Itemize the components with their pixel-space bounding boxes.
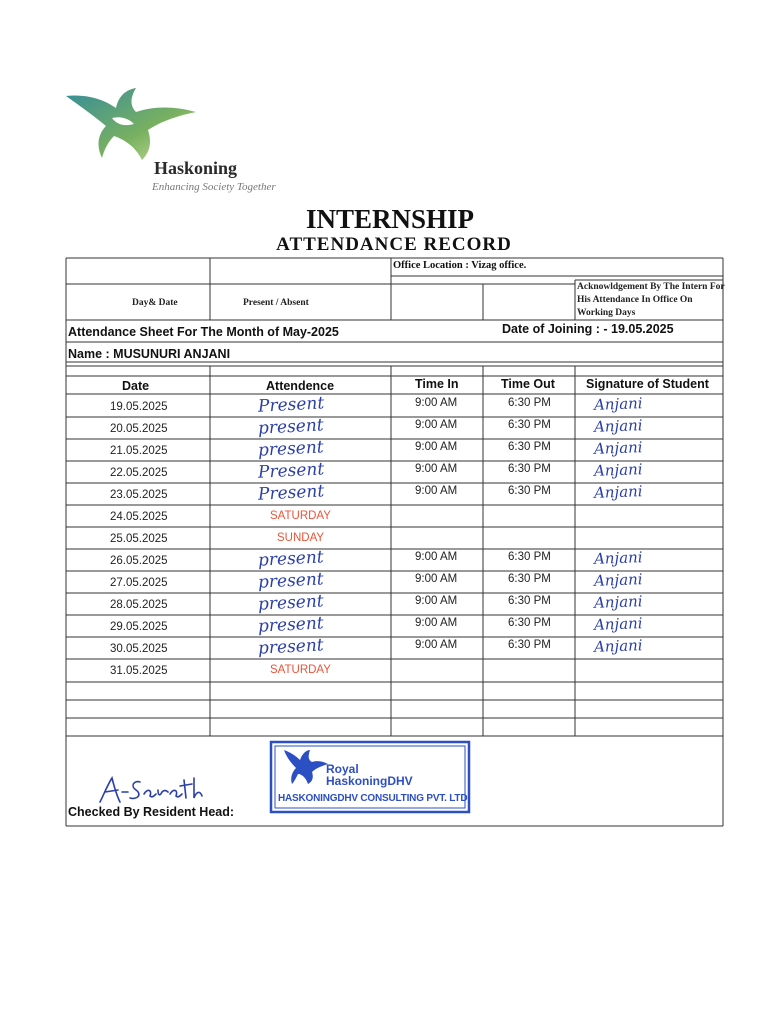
- row-date: 23.05.2025: [110, 489, 168, 501]
- row-time-in: 9:00 AM: [415, 463, 458, 475]
- stamp-line-haskoning: HaskoningDHV: [326, 774, 413, 788]
- checked-by-label: Checked By Resident Head:: [68, 805, 235, 819]
- row-date: 24.05.2025: [110, 511, 168, 523]
- day-date-label: Day& Date: [132, 298, 178, 308]
- row-student-signature: Anjani: [593, 460, 643, 480]
- row-student-signature: Anjani: [593, 394, 643, 414]
- row-date: 30.05.2025: [110, 643, 168, 655]
- row-time-out: 6:30 PM: [508, 595, 551, 607]
- stamp-logo-icon: [284, 750, 328, 784]
- acknowledgement-text: Acknowldgement By The Intern For His Attendance In Office On Working Days: [577, 282, 725, 318]
- row-time-in: 9:00 AM: [415, 639, 458, 651]
- resident-head-signature: [96, 768, 206, 810]
- row-date: 22.05.2025: [110, 467, 168, 479]
- office-location: Office Location : Vizag office.: [393, 260, 527, 271]
- company-stamp: [268, 740, 472, 814]
- stamp-line-royal: Royal: [326, 762, 359, 776]
- row-student-signature: Anjani: [593, 636, 643, 656]
- row-attendance-handwritten: present: [257, 591, 325, 615]
- row-date: 25.05.2025: [110, 533, 168, 545]
- row-date: 19.05.2025: [110, 401, 168, 413]
- row-student-signature: Anjani: [593, 570, 643, 590]
- stamp-line-company: HASKONINGDHV CONSULTING PVT. LTD.: [278, 793, 470, 804]
- row-time-out: 6:30 PM: [508, 551, 551, 563]
- row-time-out: 6:30 PM: [508, 463, 551, 475]
- brand-name: Haskoning: [154, 158, 238, 178]
- row-time-out: 6:30 PM: [508, 573, 551, 585]
- row-date: 21.05.2025: [110, 445, 168, 457]
- row-attendance-handwritten: Present: [257, 481, 325, 505]
- row-time-out: 6:30 PM: [508, 419, 551, 431]
- row-student-signature: Anjani: [593, 548, 643, 568]
- row-student-signature: Anjani: [593, 614, 643, 634]
- document-subtitle: ATTENDANCE RECORD: [276, 234, 512, 255]
- row-time-in: 9:00 AM: [415, 551, 458, 563]
- row-attendance-handwritten: Present: [257, 459, 325, 483]
- row-student-signature: Anjani: [593, 592, 643, 612]
- row-date: 31.05.2025: [110, 665, 168, 677]
- brand-tagline: Enhancing Society Together: [152, 181, 276, 193]
- row-date: 29.05.2025: [110, 621, 168, 633]
- month-sheet-label: Attendance Sheet For The Month of May-2025: [68, 325, 339, 339]
- haskoning-logo-icon: [64, 86, 204, 162]
- row-time-in: 9:00 AM: [415, 595, 458, 607]
- row-attendance-handwritten: Present: [257, 393, 325, 417]
- row-time-out: 6:30 PM: [508, 485, 551, 497]
- col-header-attendance: Attendence: [266, 379, 335, 393]
- row-time-out: 6:30 PM: [508, 639, 551, 651]
- intern-name: Name : MUSUNURI ANJANI: [68, 347, 231, 361]
- document-title: INTERNSHIP: [305, 204, 475, 234]
- row-student-signature: Anjani: [593, 416, 643, 436]
- date-of-joining: Date of Joining : - 19.05.2025: [502, 322, 674, 336]
- row-time-out: 6:30 PM: [508, 617, 551, 629]
- row-weekend-label: SATURDAY: [270, 664, 331, 676]
- row-attendance-handwritten: present: [257, 613, 325, 637]
- row-attendance-handwritten: present: [257, 415, 325, 439]
- row-time-in: 9:00 AM: [415, 617, 458, 629]
- row-time-in: 9:00 AM: [415, 397, 458, 409]
- col-header-signature: Signature of Student: [586, 377, 709, 391]
- present-absent-label: Present / Absent: [243, 298, 309, 308]
- row-date: 26.05.2025: [110, 555, 168, 567]
- row-date: 27.05.2025: [110, 577, 168, 589]
- row-attendance-handwritten: present: [257, 635, 325, 659]
- row-time-out: 6:30 PM: [508, 441, 551, 453]
- row-attendance-handwritten: present: [257, 547, 325, 571]
- row-attendance-handwritten: present: [257, 437, 325, 461]
- row-weekend-label: SATURDAY: [270, 510, 331, 522]
- row-time-in: 9:00 AM: [415, 485, 458, 497]
- col-header-date: Date: [122, 379, 150, 393]
- row-time-in: 9:00 AM: [415, 573, 458, 585]
- row-attendance-handwritten: present: [257, 569, 325, 593]
- row-time-in: 9:00 AM: [415, 419, 458, 431]
- col-header-time-in: Time In: [415, 377, 459, 391]
- row-student-signature: Anjani: [593, 482, 643, 502]
- row-student-signature: Anjani: [593, 438, 643, 458]
- row-weekend-label: SUNDAY: [277, 532, 325, 544]
- row-time-out: 6:30 PM: [508, 397, 551, 409]
- col-header-time-out: Time Out: [501, 377, 555, 391]
- row-time-in: 9:00 AM: [415, 441, 458, 453]
- row-date: 28.05.2025: [110, 599, 168, 611]
- row-date: 20.05.2025: [110, 423, 168, 435]
